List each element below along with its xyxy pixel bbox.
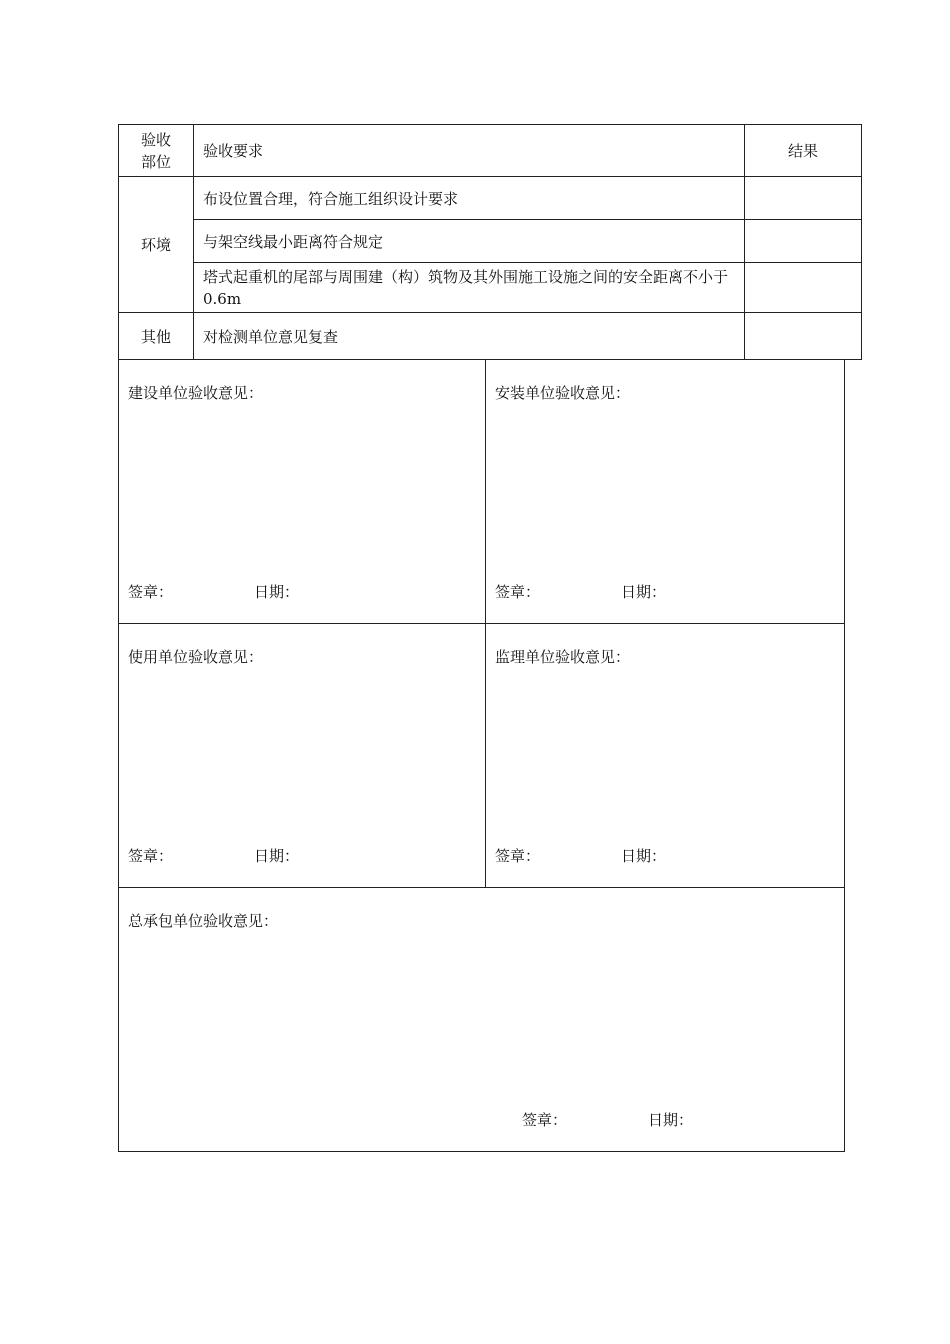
table-row: [119, 263, 862, 313]
date-label: 日期：: [254, 847, 300, 865]
header-result: 结果: [745, 125, 862, 177]
table-header-row: [119, 125, 862, 177]
header-part: 验收部位: [119, 125, 194, 177]
row-result-field[interactable]: [745, 177, 862, 220]
row-requirement: 塔式起重机的尾部与周围建（构）筑物及其外围施工设施之间的安全距离不小于 0.6m: [194, 263, 745, 313]
row-requirement: 布设位置合理，符合施工组织设计要求: [194, 177, 745, 220]
row-requirement: 对检测单位意见复查: [194, 313, 745, 360]
installation-opinion-title: 安装单位验收意见：: [495, 384, 631, 402]
row-part-other: 其他: [119, 313, 194, 360]
date-label: 日期：: [621, 847, 667, 865]
row-result-field[interactable]: [745, 263, 862, 313]
row-part-environment: 环境: [119, 177, 194, 313]
opinion-row-1: [118, 360, 845, 624]
construction-opinion-panel[interactable]: [118, 360, 486, 624]
installation-opinion-panel[interactable]: [486, 360, 845, 624]
table-row: [119, 220, 862, 263]
usage-opinion-title: 使用单位验收意见：: [128, 648, 264, 666]
seal-label: 签章：: [495, 583, 541, 601]
construction-opinion-title: 建设单位验收意见：: [128, 384, 264, 402]
row-requirement: 与架空线最小距离符合规定: [194, 220, 745, 263]
acceptance-form: [118, 124, 845, 1152]
row-result-field[interactable]: [745, 220, 862, 263]
seal-label: 签章：: [522, 1111, 568, 1129]
opinion-row-3: [118, 888, 845, 1152]
date-label: 日期：: [648, 1111, 694, 1129]
date-label: 日期：: [621, 583, 667, 601]
general-contractor-opinion-title: 总承包单位验收意见：: [128, 912, 279, 930]
table-row: [119, 177, 862, 220]
usage-opinion-panel[interactable]: [118, 624, 486, 888]
table-row: [119, 313, 862, 360]
header-requirement: 验收要求: [194, 125, 745, 177]
seal-label: 签章：: [128, 847, 174, 865]
date-label: 日期：: [254, 583, 300, 601]
row-result-field[interactable]: [745, 313, 862, 360]
requirements-table: [118, 124, 862, 360]
general-contractor-opinion-panel[interactable]: [118, 888, 845, 1152]
opinion-row-2: [118, 624, 845, 888]
supervision-opinion-title: 监理单位验收意见：: [495, 648, 631, 666]
seal-label: 签章：: [128, 583, 174, 601]
seal-label: 签章：: [495, 847, 541, 865]
supervision-opinion-panel[interactable]: [486, 624, 845, 888]
